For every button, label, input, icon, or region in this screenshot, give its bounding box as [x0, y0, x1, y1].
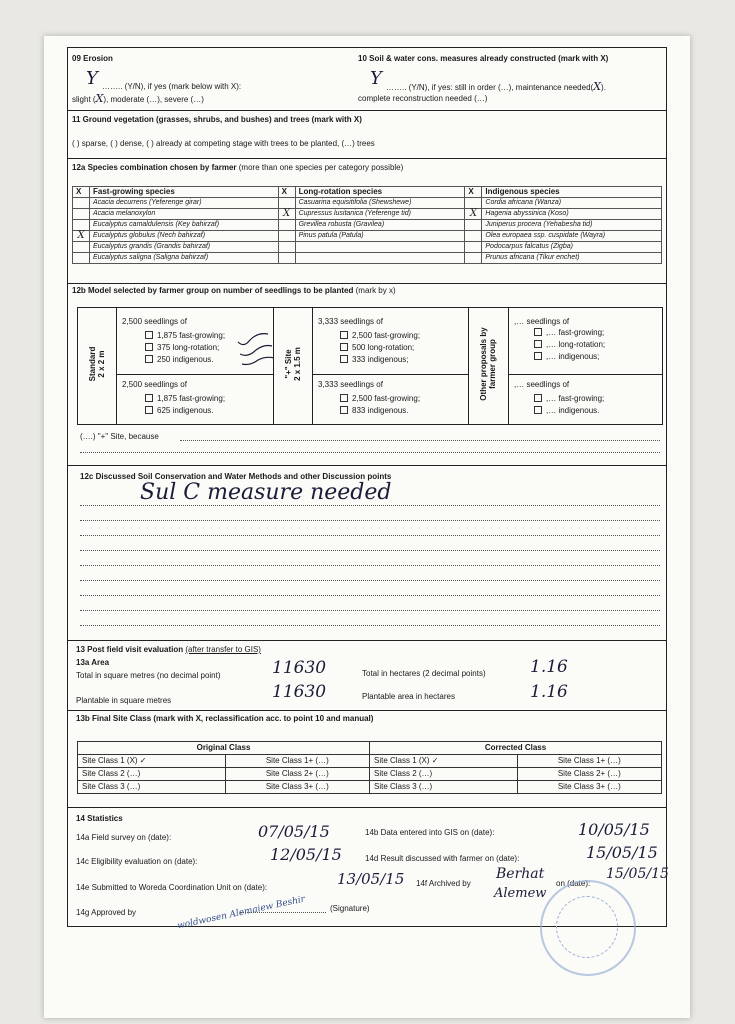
- species-mark: [278, 253, 295, 264]
- species-mark: [73, 242, 90, 253]
- site-class-cell: Site Class 2+ (…): [517, 768, 661, 781]
- species-title-line: 12a Species combination chosen by farmer (more than one species per category possible): [72, 163, 404, 172]
- gis-entry-label: 14b Data entered into GIS on (date):: [365, 828, 495, 837]
- swc-line: …….. (Y/N), if yes: still in order (…), maintenance needed(X).: [386, 80, 606, 93]
- total-sqm-label: Total in square metres (no decimal point): [76, 671, 221, 680]
- total-ha-value: 1.16: [530, 657, 568, 677]
- submitted-date: 13/05/15: [337, 870, 405, 888]
- swc-line2: complete reconstruction needed (…): [358, 94, 488, 103]
- site-class-cell: Site Class 1+ (…): [517, 755, 661, 768]
- site-class-cell: Site Class 2 (…): [78, 768, 226, 781]
- swc-title: 10 Soil & water cons. measures already constructed (mark with X): [358, 54, 609, 63]
- oth-b-line-1: ,… fast-growing;: [534, 394, 604, 404]
- swc-mark: Y: [370, 68, 382, 89]
- erosion-mark: Y: [86, 68, 98, 89]
- site-class-cell: Site Class 3 (…): [369, 781, 517, 794]
- species-header: Long-rotation species: [295, 187, 465, 198]
- discussion-handwriting: Sul C measure needed: [140, 480, 392, 505]
- species-name: Cordia africana (Wanza): [482, 198, 662, 209]
- approved-label: 14g Approved by: [76, 908, 137, 917]
- species-header: X: [73, 187, 90, 198]
- species-mark: [465, 198, 482, 209]
- species-row: [73, 253, 662, 264]
- std-a-line-3: 250 indigenous.: [145, 355, 214, 365]
- discussed-label: 14d Result discussed with farmer on (date):: [365, 854, 520, 863]
- site-class-cell: Site Class 2 (…): [369, 768, 517, 781]
- species-mark: [73, 220, 90, 231]
- site-class-row: [78, 768, 662, 781]
- species-mark: [465, 231, 482, 242]
- official-stamp-inner: [556, 896, 618, 958]
- original-class-header: Original Class: [78, 742, 370, 755]
- site-class-row: [78, 781, 662, 794]
- plus-a-line-3: 333 indigenous;: [340, 355, 409, 365]
- species-mark: [278, 198, 295, 209]
- archived-name: Berhat: [496, 866, 545, 882]
- site-class-cell: Site Class 3+ (…): [225, 781, 369, 794]
- species-name: Eucalyptus camaldulensis (Key bahirzaf): [90, 220, 279, 231]
- plus-b-line-2: 833 indigenous.: [340, 406, 409, 416]
- species-mark: [465, 242, 482, 253]
- other-proposals-label: Other proposals by farmer group: [479, 327, 497, 401]
- species-mark: [278, 242, 295, 253]
- species-name: Prunus africana (Tikur enchet): [482, 253, 662, 264]
- vegetation-title: 11 Ground vegetation (grasses, shrubs, and bushes) and trees (mark with X): [72, 115, 362, 124]
- erosion-line: …….. (Y/N), if yes (mark below with X):: [102, 82, 242, 91]
- std-b-line-1: 1,875 fast-growing;: [145, 394, 225, 404]
- plant-ha-label: Plantable area in hectares: [362, 692, 455, 701]
- std-a-line-2: 375 long-rotation;: [145, 343, 219, 353]
- plus-a-head: 3,333 seedlings of: [318, 317, 383, 326]
- eligibility-date: 12/05/15: [270, 845, 342, 864]
- species-mark: [465, 220, 482, 231]
- std-a-head: 2,500 seedlings of: [122, 317, 187, 326]
- discussed-date: 15/05/15: [586, 843, 658, 862]
- field-survey-date: 07/05/15: [258, 822, 330, 841]
- site-class-table: [77, 741, 662, 794]
- oth-b-line-2: ,… indigenous.: [534, 406, 599, 416]
- vegetation-line: ( ) sparse, ( ) dense, ( ) already at competing stage with trees to be planted, (…) trees: [72, 139, 375, 148]
- species-mark: X: [73, 231, 90, 242]
- archived-signature: Alemew: [494, 886, 547, 901]
- site-class-row: [78, 755, 662, 768]
- species-mark: [278, 220, 295, 231]
- std-b-head: 2,500 seedlings of: [122, 380, 187, 389]
- corrected-class-header: Corrected Class: [369, 742, 661, 755]
- site-class-cell: Site Class 1 (X) ✓: [78, 755, 226, 768]
- plus-site-label: "+" Site 2 x 1.5 m: [284, 347, 302, 381]
- site-class-cell: Site Class 1+ (…): [225, 755, 369, 768]
- erosion-severity: slight (X), moderate (…), severe (…): [72, 92, 204, 105]
- check-marks: [236, 328, 278, 368]
- std-b-line-2: 625 indigenous.: [145, 406, 214, 416]
- species-row: [73, 220, 662, 231]
- plant-ha-value: 1.16: [530, 682, 568, 702]
- species-name: Hagenia abyssinica (Koso): [482, 209, 662, 220]
- species-header: Fast-growing species: [90, 187, 279, 198]
- plus-a-line-1: 2,500 fast-growing;: [340, 331, 420, 341]
- species-mark: [73, 209, 90, 220]
- site-class-cell: Site Class 3+ (…): [517, 781, 661, 794]
- species-name: Eucalyptus saligna (Saligna bahirzaf): [90, 253, 279, 264]
- total-sqm-value: 11630: [272, 658, 327, 678]
- species-header: X: [465, 187, 482, 198]
- species-mark: [465, 253, 482, 264]
- statistics-title: 14 Statistics: [76, 814, 123, 823]
- species-name: Juniperus procera (Yehabesha tid): [482, 220, 662, 231]
- species-name: Eucalyptus globulus (Nech bahirzaf): [90, 231, 279, 242]
- species-header: X: [278, 187, 295, 198]
- oth-b-head: ,… seedlings of: [514, 380, 570, 389]
- archived-date: 15/05/15: [606, 866, 669, 882]
- species-row: [73, 209, 662, 220]
- species-name: Grevillea robusta (Gravilea): [295, 220, 465, 231]
- species-name: [295, 253, 465, 264]
- oth-a-line-3: ,… indigenous;: [534, 352, 599, 362]
- std-a-line-1: 1,875 fast-growing;: [145, 331, 225, 341]
- species-mark: [73, 198, 90, 209]
- plus-b-line-1: 2,500 fast-growing;: [340, 394, 420, 404]
- area-title: 13a Area: [76, 658, 110, 667]
- eligibility-label: 14c Eligibility evaluation on (date):: [76, 857, 198, 866]
- species-name: Acacia melanoxylon: [90, 209, 279, 220]
- model-title-line: 12b Model selected by farmer group on number of seedlings to be planted (mark by x): [72, 286, 396, 295]
- species-name: Eucalyptus grandis (Grandis bahirzaf): [90, 242, 279, 253]
- species-row: [73, 231, 662, 242]
- archived-on-label: on (date):: [556, 879, 591, 888]
- species-name: [295, 242, 465, 253]
- post-visit-title: 13 Post field visit evaluation (after transfer to GIS): [76, 645, 261, 654]
- site-because: (….) "+" Site, because: [80, 432, 159, 441]
- species-mark: X: [278, 209, 295, 220]
- plant-sqm-value: 11630: [272, 682, 327, 702]
- site-class-cell: Site Class 3 (…): [78, 781, 226, 794]
- species-row: [73, 198, 662, 209]
- site-class-cell: Site Class 2+ (…): [225, 768, 369, 781]
- plus-b-head: 3,333 seedlings of: [318, 380, 383, 389]
- discussion-title: 12c Discussed Soil Conservation and Water Methods and other Discussion points: [80, 472, 392, 481]
- species-mark: X: [465, 209, 482, 220]
- oth-a-head: ,… seedlings of: [514, 317, 570, 326]
- oth-a-line-1: ,… fast-growing;: [534, 328, 604, 338]
- archived-label: 14f Archived by: [416, 879, 471, 888]
- field-survey-label: 14a Field survey on (date):: [76, 833, 172, 842]
- erosion-title: 09 Erosion: [72, 54, 113, 63]
- species-header: Indigenous species: [482, 187, 662, 198]
- oth-a-line-2: ,… long-rotation;: [534, 340, 605, 350]
- species-mark: [73, 253, 90, 264]
- species-row: [73, 242, 662, 253]
- species-name: Acacia decurrens (Yeferenge girar): [90, 198, 279, 209]
- signature-label: (Signature): [330, 904, 370, 913]
- total-ha-label: Total in hectares (2 decimal points): [362, 669, 486, 678]
- species-name: Cupressus lusitanica (Yeferenge tid): [295, 209, 465, 220]
- species-mark: [278, 231, 295, 242]
- approval-stamp-text: woldwosen Alemaiew Beshir: [176, 894, 307, 932]
- gis-entry-date: 10/05/15: [578, 820, 650, 839]
- submitted-label: 14e Submitted to Woreda Coordination Unit on (date):: [76, 883, 268, 892]
- species-table: [72, 186, 662, 264]
- species-name: Casuarina equisitifolia (Shewshewe): [295, 198, 465, 209]
- site-class-cell: Site Class 1 (X) ✓: [369, 755, 517, 768]
- species-name: Olea europaea ssp. cuspidate (Wayra): [482, 231, 662, 242]
- final-class-title: 13b Final Site Class (mark with X, reclassification acc. to point 10 and manual): [76, 714, 374, 723]
- species-name: Podocarpus falcatus (Zigba): [482, 242, 662, 253]
- species-name: Pinus patula (Patula): [295, 231, 465, 242]
- plant-sqm-label: Plantable in square metres: [76, 696, 172, 705]
- standard-label: Standard 2 x 2 m: [88, 346, 106, 382]
- plus-a-line-2: 500 long-rotation;: [340, 343, 414, 353]
